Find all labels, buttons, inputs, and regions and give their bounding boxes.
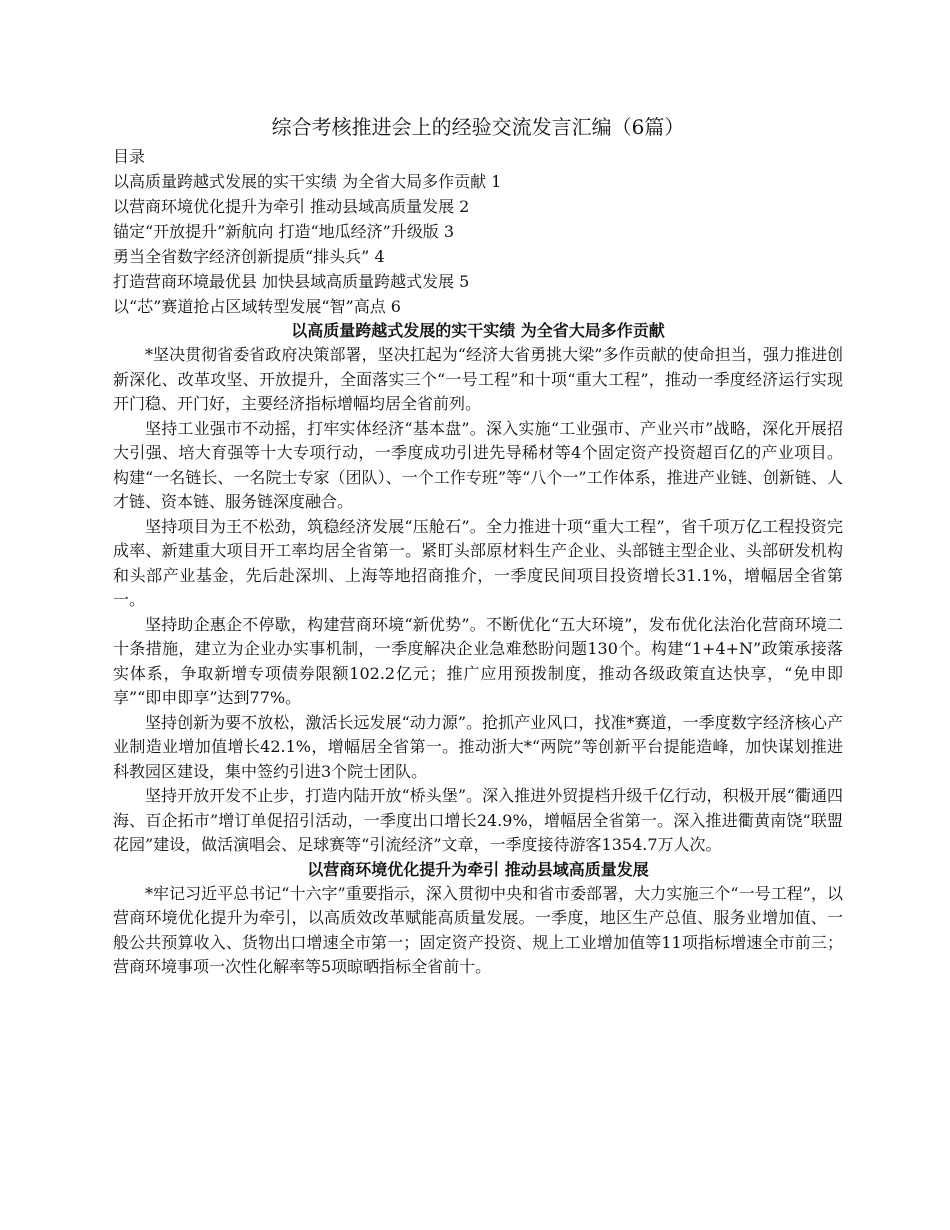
paragraph: *牢记习近平总书记“十六字”重要指示，深入贯彻中央和省市委部署，大力实施三个“一号工程”，以营商环境优化提升为牵引，以高质效改革赋能高质量发展。一季度，地区生产总值、服务业增加值、一般公共预算收入、货物出口增速全市第一；固定资产投资、规上工业增加值等11项指标增速全市前三；营商环境事项一次性化解率等5项晾晒指标全省前十。 (113, 883, 843, 976)
toc-item: 以高质量跨越式发展的实干实绩 为全省大局多作贡献 1 (113, 172, 502, 191)
toc-item: 以“芯”赛道抢占区域转型发展“智”高点 6 (113, 297, 401, 316)
paragraph: 坚持项目为王不松劲，筑稳经济发展“压舱石”。全力推进十项“重大工程”，省千项万亿工程投资完成率、新建重大项目开工率均居全省第一。紧盯头部原材料生产企业、头部链主型企业、头部研发机构和头部产业基金，先后赴深圳、上海等地招商推介，一季度民间项目投资增长31.1%，增幅居全省第一。 (113, 516, 843, 609)
document-page (113, 112, 843, 980)
paragraph: 坚持工业强市不动摇，打牢实体经济“基本盘”。深入实施“工业强市、产业兴市”战略，深化开展招大引强、培大育强等十大专项行动，一季度成功引进先导稀材等4个固定资产投资超百亿的产业项目。构建“一名链长、一名院士专家（团队）、一个工作专班”等“八个一”工作体系，推进产业链、创新链、人才链、资本链、服务链深度融合。 (113, 418, 843, 511)
toc-item: 勇当全省数字经济创新提质“排头兵” 4 (113, 247, 385, 266)
section-1 (113, 319, 843, 858)
table-of-contents (113, 144, 843, 319)
section-2 (113, 858, 843, 980)
toc-item: 打造营商环境最优县 加快县域高质量跨越式发展 5 (113, 272, 470, 291)
toc-label: 目录 (113, 147, 146, 166)
paragraph: 坚持助企惠企不停歇，构建营商环境“新优势”。不断优化“五大环境”，发布优化法治化营商环境二十条措施，建立为企业办实事机制，一季度解决企业急难愁盼问题130个。构建“1+4+N”政策承接落实体系，争取新增专项债券限额102.2亿元；推广应用预拨制度，推动各级政策直达快享，“免申即享”“即申即享”达到77%。 (113, 614, 843, 707)
section-heading: 以营商环境优化提升为牵引 推动县域高质量发展 (307, 859, 649, 879)
toc-item: 锚定“开放提升”新航向 打造“地瓜经济”升级版 3 (113, 222, 455, 241)
section-heading: 以高质量跨越式发展的实干实绩 为全省大局多作贡献 (291, 321, 665, 340)
document-title: 综合考核推进会上的经验交流发言汇编（6篇） (271, 115, 685, 139)
paragraph: 坚持创新为要不放松，激活长远发展“动力源”。抢抓产业风口，找准*赛道，一季度数字经济核心产业制造业增加值增长42.1%，增幅居全省第一。推动浙大*“两院”等创新平台提能造峰，加快谋划推进科教园区建设，集中签约引进3个院士团队。 (113, 712, 843, 781)
toc-item: 以营商环境优化提升为牵引 推动县域高质量发展 2 (113, 197, 470, 216)
paragraph: *坚决贯彻省委省政府决策部署，坚决扛起为“经济大省勇挑大梁”多作贡献的使命担当，强力推进创新深化、改革攻坚、开放提升，全面落实三个“一号工程”和十项“重大工程”，推动一季度经济运行实现开门稳、开门好，主要经济指标增幅均居全省前列。 (113, 345, 843, 413)
paragraph: 坚持开放开发不止步，打造内陆开放“桥头堡”。深入推进外贸提档升级千亿行动，积极开展“衢通四海、百企拓市”增订单促招引活动，一季度出口增长24.9%，增幅居全省第一。深入推进衢黄南饶“联盟花园”建设，做活演唱会、足球赛等“引流经济”文章，一季度接待游客1354.7万人次。 (113, 786, 843, 854)
